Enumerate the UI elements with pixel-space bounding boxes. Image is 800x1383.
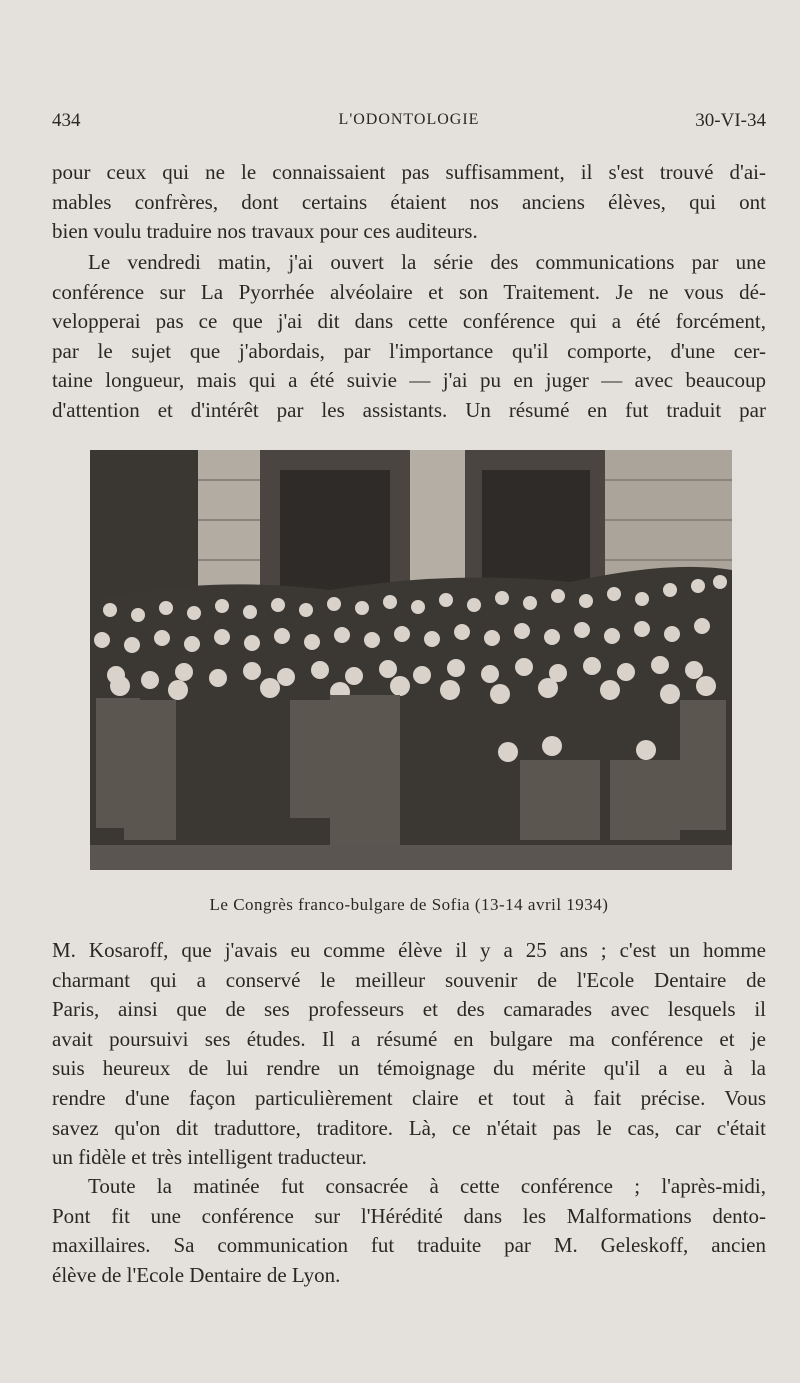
text-line: M. Kosaroff, que j'avais eu comme élève il y a 25 ans ; c'est un homme bbox=[52, 938, 766, 962]
photo-caption: Le Congrès franco-bulgare de Sofia (13-14 avril 1934) bbox=[209, 895, 609, 914]
text-line: bien voulu traduire nos travaux pour ces auditeurs. bbox=[52, 219, 478, 244]
text-line: par le sujet que j'abordais, par l'importance qu'il comporte, d'une cer- bbox=[52, 338, 766, 363]
paragraph-1 bbox=[52, 158, 766, 247]
text-line: charmant qui a conservé le meilleur souvenir de l'Ecole Dentaire de bbox=[52, 967, 766, 992]
paragraph-2 bbox=[52, 248, 766, 426]
paragraph-3 bbox=[52, 936, 766, 1173]
text-line: velopperai pas ce que j'ai dit dans cette conférence qui a été forcément, bbox=[52, 309, 766, 334]
text-line: Pont fit une conférence sur l'Hérédité dans les Malformations dento- bbox=[52, 1203, 766, 1228]
issue-date: 30-VI-34 bbox=[695, 110, 766, 131]
text-line: maxillaires. Sa communication fut traduite par M. Geleskoff, ancien bbox=[52, 1233, 766, 1258]
group-photograph bbox=[90, 450, 732, 870]
text-line: pour ceux qui ne le connaissaient pas suffisamment, il s'est trouvé d'ai- bbox=[52, 160, 766, 184]
text-line: suis heureux de lui rendre un témoignage du mérite qu'il a eu à la bbox=[52, 1056, 766, 1081]
photo-illustration bbox=[90, 450, 732, 870]
text-line: Le vendredi matin, j'ai ouvert la série des communications par une bbox=[88, 250, 766, 274]
running-head bbox=[52, 110, 766, 140]
text-line: mables confrères, dont certains étaient nos anciens élèves, qui ont bbox=[52, 189, 766, 214]
text-line: d'attention et d'intérêt par les assistants. Un résumé en fut traduit par bbox=[52, 397, 766, 422]
text-line: élève de l'Ecole Dentaire de Lyon. bbox=[52, 1262, 341, 1287]
text-line: conférence sur La Pyorrhée alvéolaire et son Traitement. Je ne vous dé- bbox=[52, 279, 766, 304]
paragraph-4 bbox=[52, 1172, 766, 1290]
text-line: savez qu'on dit traduttore, traditore. Là, ce n'était pas le cas, car c'était bbox=[52, 1115, 766, 1140]
text-line: Paris, ainsi que de ses professeurs et des camarades avec lesquels il bbox=[52, 997, 766, 1022]
journal-title: L'ODONTOLOGIE bbox=[338, 111, 480, 128]
text-line: avait poursuivi ses études. Il a résumé en bulgare ma conférence et je bbox=[52, 1026, 766, 1051]
text-line: Toute la matinée fut consacrée à cette conférence ; l'après-midi, bbox=[88, 1174, 766, 1198]
text-line: rendre d'une façon particulièrement claire et tout à fait précise. Vous bbox=[52, 1085, 766, 1110]
page-number: 434 bbox=[52, 110, 81, 131]
text-line: un fidèle et très intelligent traducteur. bbox=[52, 1145, 367, 1170]
text-line: taine longueur, mais qui a été suivie — j'ai pu en juger — avec beaucoup bbox=[52, 368, 766, 393]
